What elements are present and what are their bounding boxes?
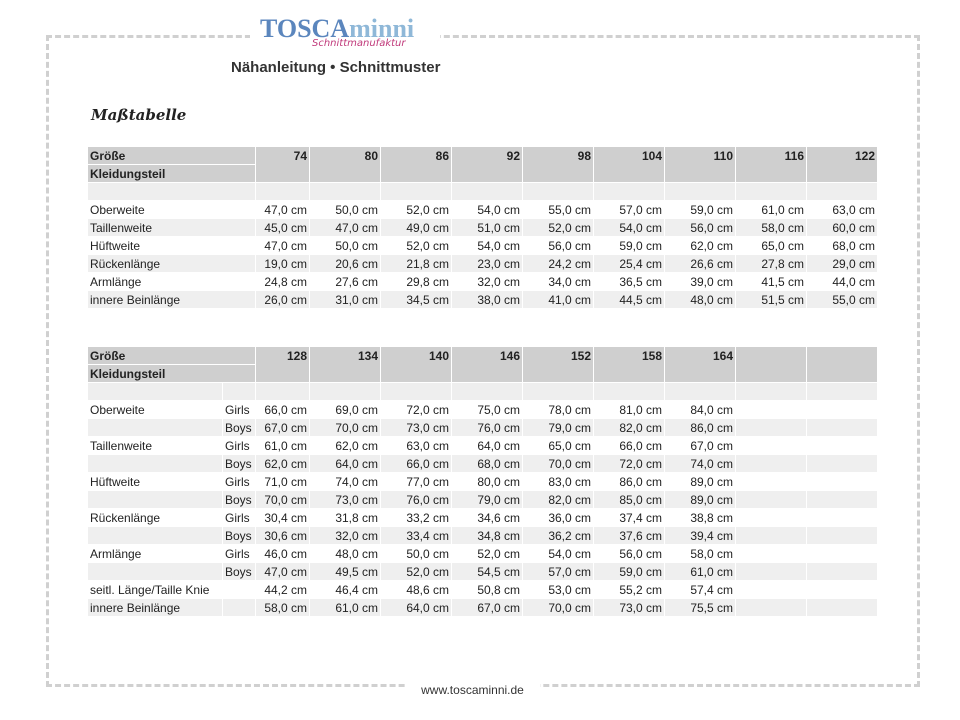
measurement-label: Armlänge (88, 545, 223, 563)
spacer-row (88, 383, 878, 401)
measurement-value: 66,0 cm (381, 455, 452, 473)
measurement-value: 37,6 cm (594, 527, 665, 545)
measurement-value: 75,0 cm (452, 401, 523, 419)
size-header-cell: 146 (452, 347, 523, 383)
table-row (88, 491, 878, 509)
table-row (88, 419, 878, 437)
size-header-cell: 110 (665, 147, 736, 183)
measurement-value: 66,0 cm (256, 401, 310, 419)
measurement-value: 67,0 cm (665, 437, 736, 455)
table-header-row (88, 147, 878, 165)
measurement-value: 81,0 cm (594, 401, 665, 419)
measurement-value: 26,0 cm (256, 291, 310, 309)
measurement-value (807, 419, 878, 437)
measurement-label (88, 419, 223, 437)
measurement-value: 70,0 cm (523, 599, 594, 617)
garment-part-header: Kleidungsteil (88, 165, 256, 183)
size-header-cell: 164 (665, 347, 736, 383)
measurement-value: 56,0 cm (523, 237, 594, 255)
measurement-value: 84,0 cm (665, 401, 736, 419)
measurement-value (807, 599, 878, 617)
spacer-cell (523, 383, 594, 401)
measurement-value: 63,0 cm (381, 437, 452, 455)
spacer-cell (256, 383, 310, 401)
measurement-value: 89,0 cm (665, 473, 736, 491)
measurement-value: 30,6 cm (256, 527, 310, 545)
gender-label: Boys (223, 491, 256, 509)
table-row (88, 509, 878, 527)
measurement-value: 34,5 cm (381, 291, 452, 309)
measurement-value: 69,0 cm (310, 401, 381, 419)
measurement-value: 57,4 cm (665, 581, 736, 599)
table-row (88, 581, 878, 599)
measurement-value: 79,0 cm (523, 419, 594, 437)
measurement-value: 58,0 cm (736, 219, 807, 237)
measurement-value: 27,8 cm (736, 255, 807, 273)
measurement-value: 39,0 cm (665, 273, 736, 291)
garment-part-header: Kleidungsteil (88, 365, 256, 383)
measurement-value (736, 509, 807, 527)
measurement-label: Hüftweite (88, 237, 256, 255)
measurement-value: 62,0 cm (256, 455, 310, 473)
measurement-value: 26,6 cm (665, 255, 736, 273)
measurement-value: 47,0 cm (310, 219, 381, 237)
measurement-value: 62,0 cm (310, 437, 381, 455)
measurement-value: 61,0 cm (665, 563, 736, 581)
table-row (88, 455, 878, 473)
table-row (88, 473, 878, 491)
measurement-label: innere Beinlänge (88, 291, 256, 309)
table-header-row (88, 347, 878, 365)
measurement-value: 64,0 cm (452, 437, 523, 455)
table-row (88, 401, 878, 419)
measurement-value (736, 545, 807, 563)
measurement-value: 73,0 cm (381, 419, 452, 437)
measurement-value (807, 491, 878, 509)
measurement-label: innere Beinlänge (88, 599, 223, 617)
measurement-value: 48,6 cm (381, 581, 452, 599)
measurement-value: 85,0 cm (594, 491, 665, 509)
table-row (88, 291, 878, 309)
measurement-value: 49,5 cm (310, 563, 381, 581)
measurement-value: 74,0 cm (665, 455, 736, 473)
measurement-value (736, 401, 807, 419)
measurement-value: 55,0 cm (523, 201, 594, 219)
measurement-value: 52,0 cm (523, 219, 594, 237)
spacer-cell (223, 383, 256, 401)
measurement-label: Hüftweite (88, 473, 223, 491)
size-header-cell: 140 (381, 347, 452, 383)
measurement-value (807, 437, 878, 455)
measurement-value: 63,0 cm (807, 201, 878, 219)
measurement-label (88, 455, 223, 473)
table-row (88, 255, 878, 273)
measurement-value (736, 581, 807, 599)
gender-label: Girls (223, 545, 256, 563)
gender-label: Boys (223, 563, 256, 581)
measurement-value: 29,0 cm (807, 255, 878, 273)
measurement-value: 82,0 cm (523, 491, 594, 509)
measurement-label: seitl. Länge/Taille Knie (88, 581, 223, 599)
measurement-value: 46,0 cm (256, 545, 310, 563)
measurement-value: 82,0 cm (594, 419, 665, 437)
measurement-value (736, 473, 807, 491)
measurement-value: 34,6 cm (452, 509, 523, 527)
size-header-label: Größe (88, 347, 256, 365)
measurement-value: 34,0 cm (523, 273, 594, 291)
measurement-value (736, 455, 807, 473)
measurement-label: Rückenlänge (88, 255, 256, 273)
size-header-cell: 152 (523, 347, 594, 383)
spacer-cell (310, 183, 381, 201)
measurement-value: 44,5 cm (594, 291, 665, 309)
measurement-value: 34,8 cm (452, 527, 523, 545)
measurement-value: 48,0 cm (665, 291, 736, 309)
size-header-cell: 80 (310, 147, 381, 183)
measurement-value: 74,0 cm (310, 473, 381, 491)
measurement-value (736, 599, 807, 617)
measurement-value: 78,0 cm (523, 401, 594, 419)
measurement-value: 31,8 cm (310, 509, 381, 527)
gender-label: Boys (223, 455, 256, 473)
measurement-value: 51,5 cm (736, 291, 807, 309)
size-table-large (87, 346, 878, 617)
measurement-value: 54,5 cm (452, 563, 523, 581)
spacer-cell (381, 383, 452, 401)
measurement-value: 79,0 cm (452, 491, 523, 509)
measurement-value: 36,5 cm (594, 273, 665, 291)
size-header-cell (736, 347, 807, 383)
spacer-cell (256, 183, 310, 201)
measurement-value (807, 545, 878, 563)
spacer-cell (88, 383, 223, 401)
measurement-value: 33,2 cm (381, 509, 452, 527)
measurement-value: 38,0 cm (452, 291, 523, 309)
spacer-cell (88, 183, 256, 201)
measurement-value: 65,0 cm (736, 237, 807, 255)
spacer-cell (807, 383, 878, 401)
measurement-value (736, 437, 807, 455)
measurement-value: 44,2 cm (256, 581, 310, 599)
spacer-cell (594, 183, 665, 201)
size-header-cell: 158 (594, 347, 665, 383)
measurement-value: 54,0 cm (594, 219, 665, 237)
measurement-value: 44,0 cm (807, 273, 878, 291)
spacer-cell (736, 383, 807, 401)
measurement-label: Oberweite (88, 401, 223, 419)
gender-label: Girls (223, 473, 256, 491)
measurement-value: 36,2 cm (523, 527, 594, 545)
measurement-value: 25,4 cm (594, 255, 665, 273)
table-row (88, 237, 878, 255)
measurement-value: 27,6 cm (310, 273, 381, 291)
size-header-cell: 86 (381, 147, 452, 183)
measurement-value: 73,0 cm (310, 491, 381, 509)
measurement-value: 55,2 cm (594, 581, 665, 599)
measurement-value: 61,0 cm (310, 599, 381, 617)
measurement-label: Armlänge (88, 273, 256, 291)
measurement-value: 70,0 cm (310, 419, 381, 437)
measurement-value: 33,4 cm (381, 527, 452, 545)
measurement-label: Rückenlänge (88, 509, 223, 527)
measurement-value: 52,0 cm (381, 201, 452, 219)
spacer-cell (736, 183, 807, 201)
measurement-value: 24,8 cm (256, 273, 310, 291)
measurement-value: 80,0 cm (452, 473, 523, 491)
size-table-small (87, 146, 878, 309)
gender-label: Girls (223, 509, 256, 527)
table-row (88, 527, 878, 545)
measurement-value (807, 527, 878, 545)
measurement-value: 54,0 cm (452, 201, 523, 219)
measurement-value (807, 455, 878, 473)
measurement-value: 41,0 cm (523, 291, 594, 309)
table-row (88, 563, 878, 581)
measurement-value: 77,0 cm (381, 473, 452, 491)
measurement-value (807, 509, 878, 527)
measurement-value: 65,0 cm (523, 437, 594, 455)
measurement-value: 50,0 cm (310, 201, 381, 219)
measurement-value (807, 401, 878, 419)
measurement-value: 62,0 cm (665, 237, 736, 255)
measurement-value: 73,0 cm (594, 599, 665, 617)
logo-tagline: Schnittmanufaktur (312, 38, 406, 49)
measurement-value: 29,8 cm (381, 273, 452, 291)
measurement-value: 53,0 cm (523, 581, 594, 599)
measurement-value: 71,0 cm (256, 473, 310, 491)
gender-label: Boys (223, 419, 256, 437)
measurement-value: 52,0 cm (452, 545, 523, 563)
measurement-value: 66,0 cm (594, 437, 665, 455)
measurement-value (736, 563, 807, 581)
spacer-row (88, 183, 878, 201)
measurement-value: 72,0 cm (594, 455, 665, 473)
measurement-value: 23,0 cm (452, 255, 523, 273)
measurement-value: 47,0 cm (256, 237, 310, 255)
size-header-cell: 128 (256, 347, 310, 383)
spacer-cell (452, 183, 523, 201)
size-header-cell: 116 (736, 147, 807, 183)
table-row (88, 545, 878, 563)
measurement-value (807, 581, 878, 599)
measurement-value: 56,0 cm (665, 219, 736, 237)
table-row (88, 201, 878, 219)
table-row (88, 437, 878, 455)
measurement-value: 54,0 cm (523, 545, 594, 563)
measurement-value: 30,4 cm (256, 509, 310, 527)
measurement-value: 86,0 cm (594, 473, 665, 491)
measurement-value: 39,4 cm (665, 527, 736, 545)
measurement-value: 24,2 cm (523, 255, 594, 273)
measurement-value: 49,0 cm (381, 219, 452, 237)
measurement-value: 50,8 cm (452, 581, 523, 599)
measurement-value: 47,0 cm (256, 201, 310, 219)
gender-label (223, 599, 256, 617)
measurement-value: 57,0 cm (523, 563, 594, 581)
measurement-value: 64,0 cm (310, 455, 381, 473)
measurement-value: 67,0 cm (256, 419, 310, 437)
spacer-cell (807, 183, 878, 201)
spacer-cell (665, 183, 736, 201)
measurement-value: 54,0 cm (452, 237, 523, 255)
measurement-value: 61,0 cm (736, 201, 807, 219)
size-header-cell: 104 (594, 147, 665, 183)
measurement-value: 59,0 cm (665, 201, 736, 219)
size-header-cell: 92 (452, 147, 523, 183)
gender-label: Boys (223, 527, 256, 545)
size-header-cell: 134 (310, 347, 381, 383)
spacer-cell (523, 183, 594, 201)
measurement-value: 36,0 cm (523, 509, 594, 527)
measurement-value: 60,0 cm (807, 219, 878, 237)
measurement-value: 76,0 cm (452, 419, 523, 437)
measurement-value: 47,0 cm (256, 563, 310, 581)
measurement-value: 32,0 cm (310, 527, 381, 545)
spacer-cell (310, 383, 381, 401)
spacer-cell (665, 383, 736, 401)
measurement-value: 58,0 cm (256, 599, 310, 617)
gender-label: Girls (223, 437, 256, 455)
measurement-value: 45,0 cm (256, 219, 310, 237)
measurement-value: 70,0 cm (256, 491, 310, 509)
measurement-value: 55,0 cm (807, 291, 878, 309)
measurement-value: 52,0 cm (381, 237, 452, 255)
measurement-value: 31,0 cm (310, 291, 381, 309)
measurement-value: 37,4 cm (594, 509, 665, 527)
measurement-value: 52,0 cm (381, 563, 452, 581)
size-header-cell (807, 347, 878, 383)
measurement-value (807, 473, 878, 491)
measurement-value (736, 491, 807, 509)
logo-wordmark: TOSCAminni (260, 14, 415, 43)
gender-label: Girls (223, 401, 256, 419)
measurement-label: Oberweite (88, 201, 256, 219)
measurement-label (88, 563, 223, 581)
measurement-value: 48,0 cm (310, 545, 381, 563)
measurement-value: 19,0 cm (256, 255, 310, 273)
measurement-value: 64,0 cm (381, 599, 452, 617)
measurement-value: 76,0 cm (381, 491, 452, 509)
measurement-value: 75,5 cm (665, 599, 736, 617)
measurement-value: 89,0 cm (665, 491, 736, 509)
measurement-value: 59,0 cm (594, 237, 665, 255)
measurement-value: 57,0 cm (594, 201, 665, 219)
section-title: Maßtabelle (91, 106, 187, 124)
measurement-label (88, 491, 223, 509)
table-row (88, 219, 878, 237)
measurement-value: 61,0 cm (256, 437, 310, 455)
size-header-label: Größe (88, 147, 256, 165)
gender-label (223, 581, 256, 599)
measurement-value: 50,0 cm (381, 545, 452, 563)
measurement-label: Taillenweite (88, 437, 223, 455)
measurement-label (88, 527, 223, 545)
measurement-value: 38,8 cm (665, 509, 736, 527)
measurement-value: 58,0 cm (665, 545, 736, 563)
measurement-value (807, 563, 878, 581)
measurement-value: 86,0 cm (665, 419, 736, 437)
table-row (88, 599, 878, 617)
measurement-value: 56,0 cm (594, 545, 665, 563)
size-header-cell: 98 (523, 147, 594, 183)
measurement-value: 59,0 cm (594, 563, 665, 581)
measurement-value: 83,0 cm (523, 473, 594, 491)
measurement-value: 70,0 cm (523, 455, 594, 473)
measurement-value: 67,0 cm (452, 599, 523, 617)
size-header-cell: 122 (807, 147, 878, 183)
size-header-cell: 74 (256, 147, 310, 183)
measurement-value: 46,4 cm (310, 581, 381, 599)
measurement-value: 72,0 cm (381, 401, 452, 419)
measurement-value: 68,0 cm (452, 455, 523, 473)
measurement-value: 21,8 cm (381, 255, 452, 273)
measurement-value: 68,0 cm (807, 237, 878, 255)
spacer-cell (381, 183, 452, 201)
brand-logo (250, 8, 440, 54)
measurement-label: Taillenweite (88, 219, 256, 237)
measurement-value: 32,0 cm (452, 273, 523, 291)
measurement-value: 41,5 cm (736, 273, 807, 291)
measurement-value: 50,0 cm (310, 237, 381, 255)
website-footer: www.toscaminni.de (405, 680, 540, 700)
document-subtitle: Nähanleitung • Schnittmuster (231, 59, 441, 76)
measurement-value: 51,0 cm (452, 219, 523, 237)
measurement-value: 20,6 cm (310, 255, 381, 273)
spacer-cell (452, 383, 523, 401)
measurement-value (736, 419, 807, 437)
measurement-value (736, 527, 807, 545)
table-row (88, 273, 878, 291)
spacer-cell (594, 383, 665, 401)
